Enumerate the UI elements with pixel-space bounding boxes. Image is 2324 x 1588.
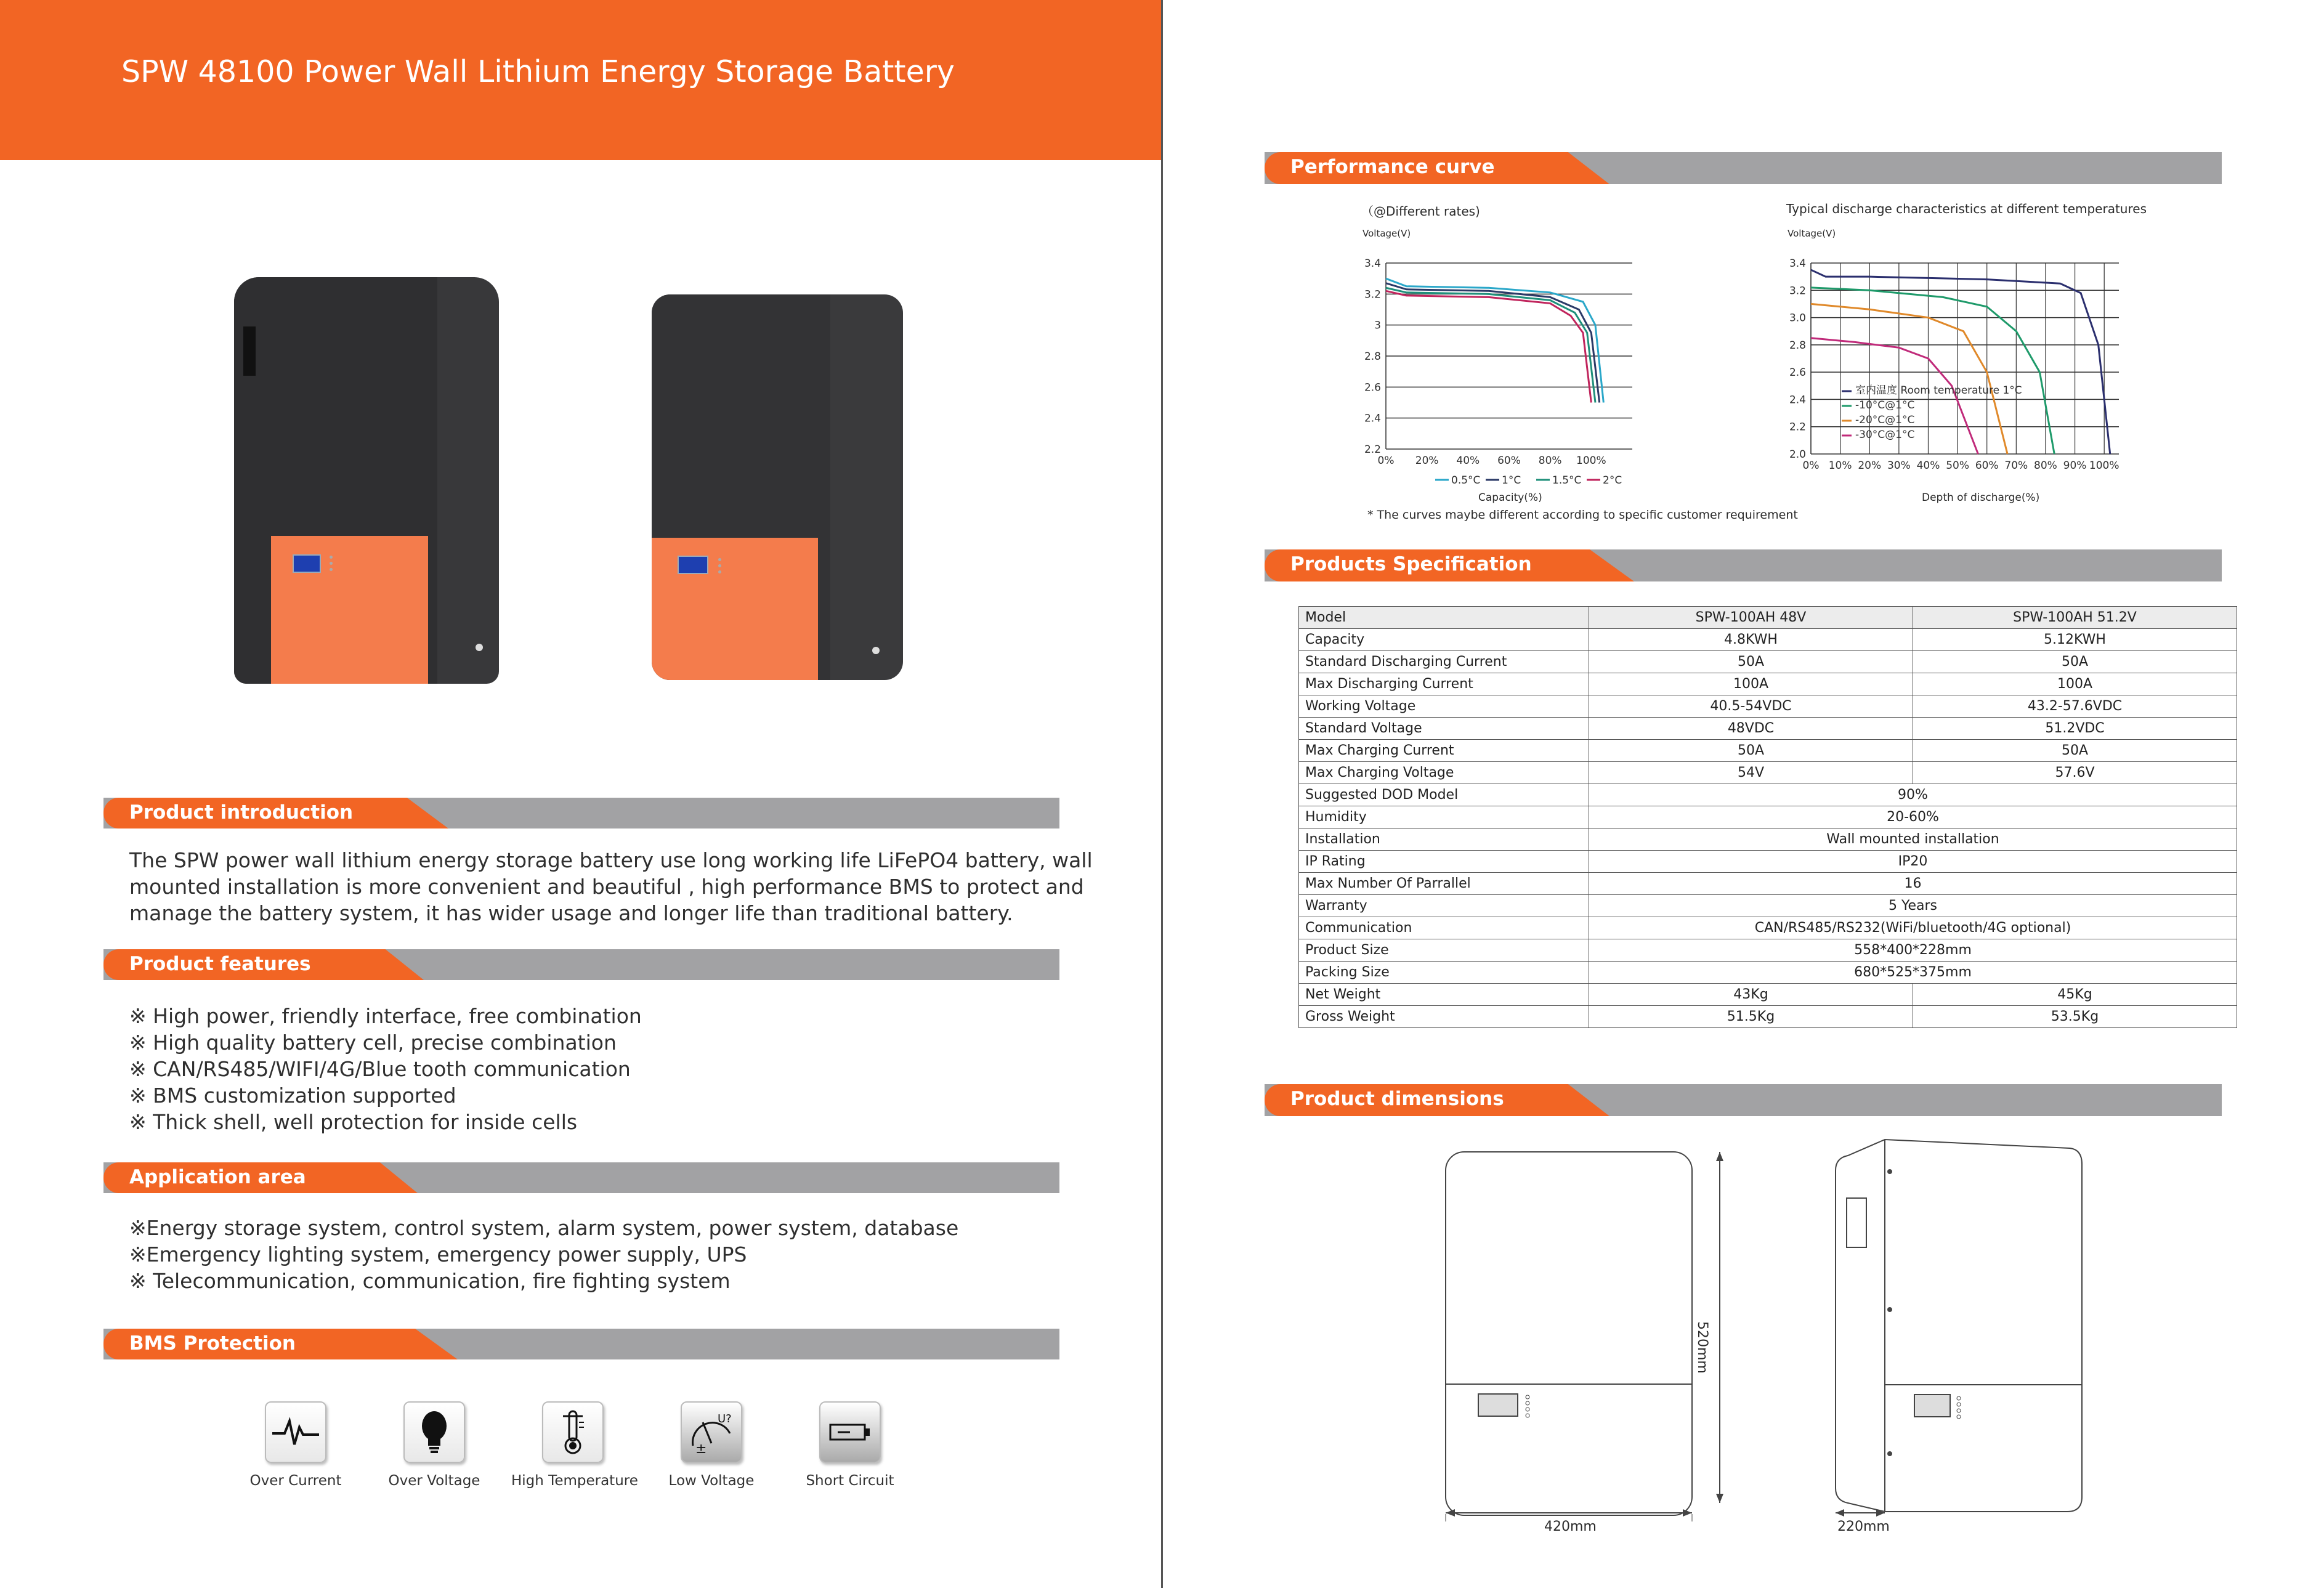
spec-label-cell: Suggested DOD Model bbox=[1299, 784, 1589, 806]
chart-note: * The curves maybe different according to specific customer requirement bbox=[1367, 508, 1798, 522]
section-bar-application bbox=[103, 1162, 1059, 1193]
svg-text:±: ± bbox=[695, 1441, 707, 1456]
spec-label-cell: Capacity bbox=[1299, 629, 1589, 651]
spec-label-cell: Model bbox=[1299, 607, 1589, 629]
spec-label-cell: Max Charging Current bbox=[1299, 740, 1589, 762]
y-tick-label: 3.2 bbox=[1364, 288, 1381, 301]
spec-label-cell: Net Weight bbox=[1299, 984, 1589, 1006]
x-tick-label: 40% bbox=[1916, 460, 1940, 472]
spec-label-cell: Communication bbox=[1299, 917, 1589, 939]
application-item: ※ Telecommunication, communication, fire fighting system bbox=[129, 1269, 731, 1293]
spec-value-cell: CAN/RS485/RS232(WiFi/bluetooth/4G optional) bbox=[1589, 917, 2237, 939]
spec-row bbox=[1299, 651, 2237, 673]
spec-label-cell: Gross Weight bbox=[1299, 1006, 1589, 1028]
x-tick-label: 70% bbox=[2004, 460, 2028, 472]
bms-item-short-circuit bbox=[788, 1401, 912, 1489]
x-tick-label: 90% bbox=[2063, 460, 2087, 472]
bms-label: Short Circuit bbox=[806, 1473, 894, 1489]
dimension-height-label: 520mm bbox=[1694, 1321, 1710, 1374]
bms-label: Over Voltage bbox=[388, 1473, 480, 1489]
chart-temp-caption: Typical discharge characteristics at different temperatures bbox=[1786, 201, 2147, 216]
y-tick-label: 3 bbox=[1374, 319, 1381, 332]
section-title: Performance curve bbox=[1290, 156, 1495, 178]
spec-value-cell: 50A bbox=[1589, 740, 1913, 762]
y-tick-label: 3.0 bbox=[1789, 312, 1806, 325]
section-bar-dimensions bbox=[1265, 1084, 2222, 1116]
spec-value-cell: 43Kg bbox=[1589, 984, 1913, 1006]
y-tick-label: 2.4 bbox=[1364, 412, 1381, 425]
spec-row bbox=[1299, 984, 2237, 1006]
spec-value-cell: 558*400*228mm bbox=[1589, 939, 2237, 962]
x-tick-label: 80% bbox=[1538, 455, 1562, 467]
feature-item: ※ High quality battery cell, precise combination bbox=[129, 1031, 617, 1055]
spec-row bbox=[1299, 673, 2237, 695]
legend-label: -30°C@1°C bbox=[1855, 429, 1915, 441]
spec-value-cell: 40.5-54VDC bbox=[1589, 695, 1913, 718]
x-tick-label: 0% bbox=[1377, 455, 1395, 467]
section-title: Products Specification bbox=[1290, 553, 1532, 575]
application-item: ※Energy storage system, control system, alarm system, power system, database bbox=[129, 1216, 959, 1240]
spec-row bbox=[1299, 806, 2237, 828]
dimension-depth-label: 220mm bbox=[1837, 1519, 1890, 1534]
x-tick-label: 20% bbox=[1415, 455, 1439, 467]
spec-label-cell: Installation bbox=[1299, 828, 1589, 851]
application-item: ※Emergency lighting system, emergency power supply, UPS bbox=[129, 1242, 747, 1266]
x-tick-label: 60% bbox=[1975, 460, 1999, 472]
page-divider bbox=[1161, 0, 1163, 1588]
spec-value-cell: 45Kg bbox=[1913, 984, 2237, 1006]
y-tick-label: 2.2 bbox=[1789, 421, 1806, 434]
waveform-icon bbox=[271, 1414, 320, 1451]
chart-temp-ylabel: Voltage(V) bbox=[1788, 228, 1836, 239]
spec-row bbox=[1299, 851, 2237, 873]
spec-value-cell: IP20 bbox=[1589, 851, 2237, 873]
spec-row bbox=[1299, 784, 2237, 806]
spec-value-cell: SPW-100AH 51.2V bbox=[1913, 607, 2237, 629]
spec-value-cell: 51.5Kg bbox=[1589, 1006, 1913, 1028]
spec-value-cell: 16 bbox=[1589, 873, 2237, 895]
page-header bbox=[0, 0, 1161, 160]
dimension-width-label: 420mm bbox=[1544, 1519, 1597, 1534]
spec-row bbox=[1299, 1006, 2237, 1028]
spec-label-cell: Packing Size bbox=[1299, 962, 1589, 984]
spec-value-cell: 20-60% bbox=[1589, 806, 2237, 828]
spec-label-cell: IP Rating bbox=[1299, 851, 1589, 873]
spec-row bbox=[1299, 962, 2237, 984]
bms-label: High Temperature bbox=[511, 1473, 638, 1489]
spec-value-cell: 680*525*375mm bbox=[1589, 962, 2237, 984]
spec-value-cell: 51.2VDC bbox=[1913, 718, 2237, 740]
x-tick-label: 20% bbox=[1858, 460, 1882, 472]
spec-row bbox=[1299, 718, 2237, 740]
spec-row bbox=[1299, 740, 2237, 762]
intro-text bbox=[129, 847, 1093, 926]
spec-label-cell: Warranty bbox=[1299, 895, 1589, 917]
y-tick-label: 3.4 bbox=[1364, 257, 1381, 270]
chart-rates-caption: （@Different rates) bbox=[1361, 204, 1480, 219]
spec-value-cell: 48VDC bbox=[1589, 718, 1913, 740]
chart-temperatures bbox=[1780, 246, 2137, 487]
x-tick-label: 100% bbox=[1576, 455, 1606, 467]
spec-label-cell: Humidity bbox=[1299, 806, 1589, 828]
spec-value-cell: 43.2-57.6VDC bbox=[1913, 695, 2237, 718]
series-line bbox=[1386, 291, 1591, 402]
bms-item-over-current bbox=[234, 1401, 357, 1489]
section-title: Application area bbox=[129, 1166, 306, 1188]
chart-rates bbox=[1355, 246, 1675, 487]
spec-row bbox=[1299, 895, 2237, 917]
x-tick-label: 100% bbox=[2089, 460, 2120, 472]
section-title: Product features bbox=[129, 953, 311, 975]
spec-row bbox=[1299, 762, 2237, 784]
spec-value-cell: 5 Years bbox=[1589, 895, 2237, 917]
spec-value-cell: 50A bbox=[1589, 651, 1913, 673]
intro-line: mounted installation is more convenient and beautiful , high performance BMS to protect and bbox=[129, 875, 1084, 899]
spec-value-cell: 5.12KWH bbox=[1913, 629, 2237, 651]
y-tick-label: 2.4 bbox=[1789, 394, 1806, 407]
gauge-icon bbox=[687, 1409, 736, 1456]
section-bar-bms bbox=[103, 1329, 1059, 1359]
y-tick-label: 2.6 bbox=[1789, 367, 1806, 379]
section-bar-performance bbox=[1265, 152, 2222, 184]
section-bar-intro bbox=[103, 798, 1059, 828]
section-title: BMS Protection bbox=[129, 1332, 296, 1355]
spec-label-cell: Max Number Of Parrallel bbox=[1299, 873, 1589, 895]
feature-item: ※ Thick shell, well protection for inside cells bbox=[129, 1110, 578, 1134]
bms-label: Over Current bbox=[249, 1473, 342, 1489]
spec-row bbox=[1299, 828, 2237, 851]
x-tick-label: 80% bbox=[2034, 460, 2057, 472]
spec-value-cell: 90% bbox=[1589, 784, 2237, 806]
spec-value-cell: 100A bbox=[1589, 673, 1913, 695]
feature-item: ※ BMS customization supported bbox=[129, 1084, 456, 1108]
bms-item-low-voltage bbox=[650, 1401, 773, 1489]
section-bar-spec bbox=[1265, 549, 2222, 581]
spec-row bbox=[1299, 695, 2237, 718]
legend-label: 室内温度 Room temperature 1°C bbox=[1855, 384, 2022, 397]
svg-text:U?: U? bbox=[718, 1412, 732, 1425]
battery-image-front bbox=[652, 294, 903, 680]
features-list bbox=[129, 1003, 642, 1135]
legend-label: 1°C bbox=[1502, 474, 1521, 487]
spec-row bbox=[1299, 939, 2237, 962]
spec-label-cell: Working Voltage bbox=[1299, 695, 1589, 718]
spec-value-cell: 54V bbox=[1589, 762, 1913, 784]
spec-row bbox=[1299, 873, 2237, 895]
spec-value-cell: 4.8KWH bbox=[1589, 629, 1913, 651]
series-line bbox=[1811, 288, 2054, 454]
battery-icon bbox=[825, 1420, 875, 1444]
chart-temp-xlabel: Depth of discharge(%) bbox=[1922, 492, 2040, 504]
x-tick-label: 40% bbox=[1456, 455, 1480, 467]
spec-value-cell: SPW-100AH 48V bbox=[1589, 607, 1913, 629]
spec-value-cell: Wall mounted installation bbox=[1589, 828, 2237, 851]
x-tick-label: 10% bbox=[1828, 460, 1852, 472]
y-tick-label: 2.2 bbox=[1364, 444, 1381, 456]
spec-label-cell: Standard Voltage bbox=[1299, 718, 1589, 740]
series-line bbox=[1386, 288, 1595, 402]
dimension-drawing-side bbox=[1823, 1133, 2094, 1546]
legend-label: -10°C@1°C bbox=[1855, 399, 1915, 411]
section-title: Product introduction bbox=[129, 801, 354, 824]
spec-row bbox=[1299, 629, 2237, 651]
y-tick-label: 2.8 bbox=[1789, 339, 1806, 352]
spec-label-cell: Product Size bbox=[1299, 939, 1589, 962]
chart-rates-ylabel: Voltage(V) bbox=[1362, 228, 1411, 239]
bms-label: Low Voltage bbox=[668, 1473, 755, 1489]
chart-rates-xlabel: Capacity(%) bbox=[1478, 492, 1542, 504]
dimension-drawing-front bbox=[1429, 1140, 1762, 1546]
intro-line: manage the battery system, it has wider usage and longer life than traditional battery. bbox=[129, 901, 1013, 925]
battery-image-angled bbox=[234, 271, 499, 690]
y-tick-label: 3.4 bbox=[1789, 257, 1806, 270]
page-title: SPW 48100 Power Wall Lithium Energy Storage Battery bbox=[121, 54, 955, 89]
bulb-icon bbox=[416, 1409, 453, 1456]
intro-line: The SPW power wall lithium energy storage battery use long working life LiFePO4 battery, wall bbox=[129, 848, 1093, 872]
spec-label-cell: Standard Discharging Current bbox=[1299, 651, 1589, 673]
feature-item: ※ High power, friendly interface, free combination bbox=[129, 1004, 642, 1028]
x-tick-label: 0% bbox=[1802, 460, 1820, 472]
legend-label: 2°C bbox=[1603, 474, 1622, 487]
spec-value-cell: 100A bbox=[1913, 673, 2237, 695]
spec-table bbox=[1298, 606, 2237, 1028]
spec-row bbox=[1299, 917, 2237, 939]
bms-item-over-voltage bbox=[373, 1401, 496, 1489]
bms-item-high-temperature bbox=[511, 1401, 638, 1489]
spec-value-cell: 53.5Kg bbox=[1913, 1006, 2237, 1028]
spec-label-cell: Max Discharging Current bbox=[1299, 673, 1589, 695]
spec-value-cell: 50A bbox=[1913, 740, 2237, 762]
spec-value-cell: 50A bbox=[1913, 651, 2237, 673]
x-tick-label: 60% bbox=[1497, 455, 1521, 467]
applications-list bbox=[129, 1215, 958, 1294]
spec-header-row bbox=[1299, 607, 2237, 629]
x-tick-label: 50% bbox=[1946, 460, 1969, 472]
y-tick-label: 2.6 bbox=[1364, 381, 1381, 394]
legend-label: 0.5°C bbox=[1451, 474, 1481, 487]
series-line bbox=[1386, 283, 1600, 403]
spec-value-cell: 57.6V bbox=[1913, 762, 2237, 784]
legend-label: 1.5°C bbox=[1552, 474, 1582, 487]
y-tick-label: 3.2 bbox=[1789, 285, 1806, 298]
y-tick-label: 2.8 bbox=[1364, 350, 1381, 363]
section-bar-features bbox=[103, 949, 1059, 980]
x-tick-label: 30% bbox=[1887, 460, 1911, 472]
y-tick-label: 2.0 bbox=[1789, 448, 1806, 461]
spec-label-cell: Max Charging Voltage bbox=[1299, 762, 1589, 784]
section-title: Product dimensions bbox=[1290, 1088, 1504, 1110]
legend-label: -20°C@1°C bbox=[1855, 414, 1915, 426]
feature-item: ※ CAN/RS485/WIFI/4G/Blue tooth communication bbox=[129, 1057, 631, 1081]
thermometer-icon bbox=[554, 1408, 591, 1457]
